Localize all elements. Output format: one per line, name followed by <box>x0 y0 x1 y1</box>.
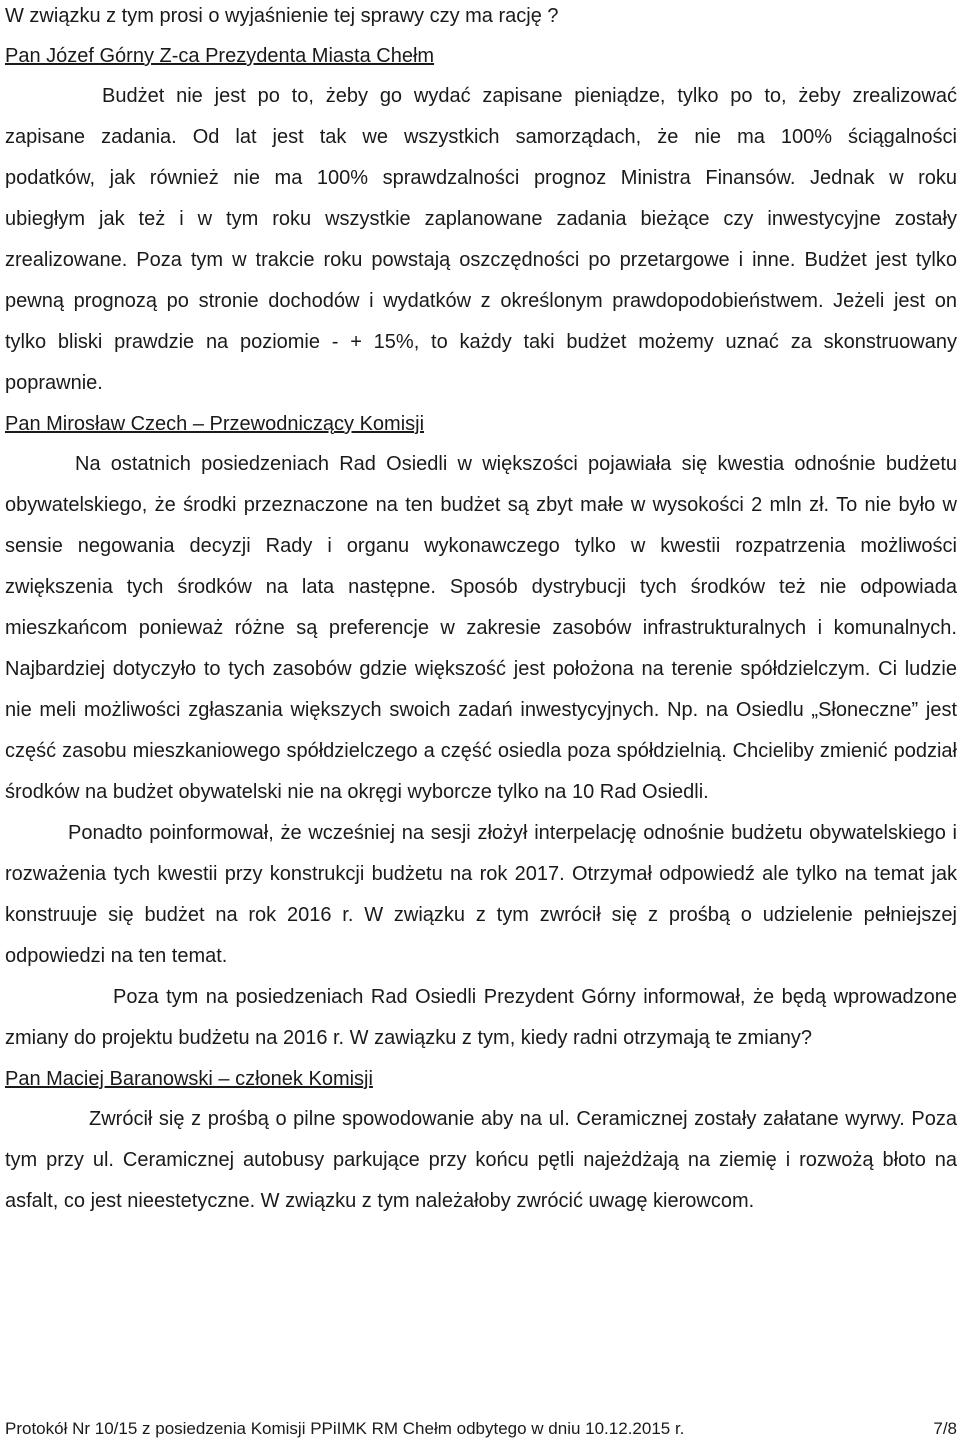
intro-line: W związku z tym prosi o wyjaśnienie tej sprawy czy ma rację ? <box>5 5 559 27</box>
document-page <box>5 0 957 1222</box>
speaker-heading: Pan Józef Górny Z-ca Prezydenta Miasta Chełm <box>5 45 435 67</box>
paragraph: Zwrócił się z prośbą o pilne spowodowanie aby na ul. Ceramicznej zostały załatane wyrwy. Poza tym przy ul. Ceramicznej autobusy parkujące przy końcu pętli najeżdżają na ziemię i rozwożą błoto na asfalt, co jest nieestetyczne. W związku z tym należałoby zwrócić uwagę kierowcom. <box>5 1108 957 1212</box>
footer-title: Protokół Nr 10/15 z posiedzenia Komisji PPiIMK RM Chełm odbytego w dniu 10.12.2015 r. <box>5 1419 685 1438</box>
page-footer <box>5 1417 957 1441</box>
paragraph: Poza tym na posiedzeniach Rad Osiedli Prezydent Górny informował, że będą wprowadzone zmiany do projektu budżetu na 2016 r. W zawiązku z tym, kiedy radni otrzymają te zmiany? <box>5 986 957 1049</box>
paragraph: Na ostatnich posiedzeniach Rad Osiedli w większości pojawiała się kwestia odnośnie budżetu obywatelskiego, że środki przeznaczone na ten budżet są zbyt małe w wysokości 2 mln zł. To nie było w sensie negowania decyzji Rady i organu wykonawczego tylko w kwestii rozpatrzenia możliwości zwiększenia tych środków na lata następne. Sposób dystrybucji tych środków też nie odpowiada mieszkańcom ponieważ różne są preferencje w zakresie zasobów infrastrukturalnych i komunalnych. Najbardziej dotyczyło to tych zasobów gdzie większość jest położona na terenie spółdzielczym. Ci ludzie nie meli możliwości zgłaszania większych swoich zadań inwestycyjnych. Np. na Osiedlu „Słoneczne” jest część zasobu mieszkaniowego spółdzielczego a część osiedla poza spółdzielnią. Chcieliby zmienić podział środków na budżet obywatelski nie na okręgi wyborcze tylko na 10 Rad Osiedli. <box>5 453 957 803</box>
paragraph: Budżet nie jest po to, żeby go wydać zapisane pieniądze, tylko po to, żeby zrealizować zapisane zadania. Od lat jest tak we wszystkich samorządach, że nie ma 100% ściągalności podatków, jak również nie ma 100% sprawdzalności prognoz Ministra Finansów. Jednak w roku ubiegłym jak też i w tym roku wszystkie zaplanowane zadania bieżące czy inwestycyjne zostały zrealizowane. Poza tym w trakcie roku powstają oszczędności po przetargowe i inne. Budżet jest tylko pewną prognozą po stronie dochodów i wydatków z określonym prawdopodobieństwem. Jeżeli jest on tylko bliski prawdzie na poziomie - + 15%, to każdy taki budżet możemy uznać za skonstruowany poprawnie. <box>5 85 957 394</box>
page-number: 7/8 <box>933 1419 957 1438</box>
section-baranowski <box>5 1059 957 1222</box>
paragraph: Ponadto poinformował, że wcześniej na sesji złożył interpelację odnośnie budżetu obywatelskiego i rozważenia tych kwestii przy konstrukcji budżetu na rok 2017. Otrzymał odpowiedź ale tylko na temat jak konstruuje się budżet na rok 2016 r. W związku z tym zwrócił się z prośbą o udzielenie pełniejszej odpowiedzi na ten temat. <box>5 822 957 967</box>
section-czech <box>5 404 957 1059</box>
speaker-heading: Pan Mirosław Czech – Przewodniczący Komisji <box>5 413 425 435</box>
speaker-heading: Pan Maciej Baranowski – członek Komisji <box>5 1068 373 1090</box>
section-gorny <box>5 36 957 404</box>
